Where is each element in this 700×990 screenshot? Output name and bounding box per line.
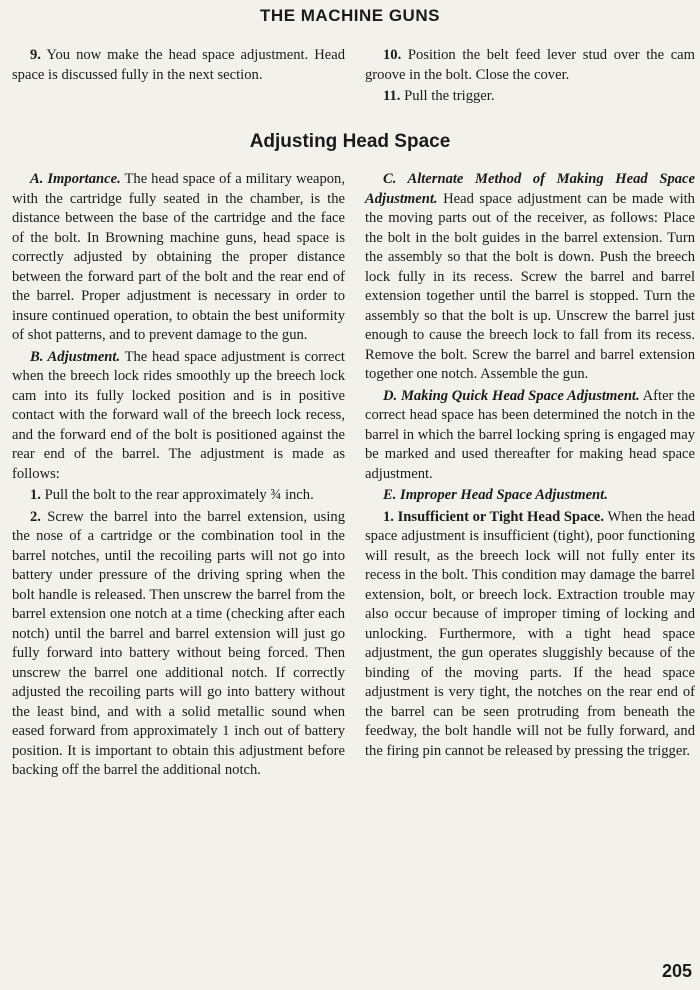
step-11 bbox=[365, 87, 695, 107]
step-10-number: 10. bbox=[383, 47, 402, 63]
paragraph-b1 bbox=[12, 486, 345, 506]
paragraph-b1-text: Pull the bolt to the rear approximately ¾ inch. bbox=[44, 487, 314, 503]
main-right-column bbox=[365, 170, 695, 761]
step-9-number: 9. bbox=[30, 47, 41, 63]
paragraph-a-label: A. Importance. bbox=[30, 171, 121, 187]
paragraph-c bbox=[365, 170, 695, 385]
step-9-text: You now make the head space adjustment. Head space is discussed fully in the next section. bbox=[12, 47, 345, 83]
paragraph-b1-number: 1. bbox=[30, 487, 41, 503]
top-left-column bbox=[12, 46, 345, 85]
paragraph-b bbox=[12, 348, 345, 485]
paragraph-b-text: The head space adjustment is correct when the breech lock rides smoothly up the breech lock cam into its fully locked position and is in positive contact with the forward wall of the breech lock recess, and the forward end of the bolt is positioned against the rear end of the barrel. The adjustment is made as follows: bbox=[12, 348, 345, 482]
paragraph-b2 bbox=[12, 508, 345, 781]
paragraph-b-label: B. Adjustment. bbox=[30, 348, 121, 365]
section-heading: Adjusting Head Space bbox=[249, 131, 451, 152]
paragraph-b2-text: Screw the barrel into the barrel extension, using the nose of a cartridge or the combination tool in the barrel notches, until the recoiling parts will not go into battery under pressure of the driving spring when the bolt handle is released. Then unscrew the barrel from the barrel extension one notch at a time (checking after each notch) until the barrel and barrel extension will just go fully forward into battery without being forced. Then unscrew the barrel one additional notch. If correctly adjusted the recoiling parts will go into battery without the least bind, and with a solid metallic sound when eased forward from approximately 1 inch out of battery position. It is important to obtain this adjustment before backing off the barrel the additional notch. bbox=[12, 508, 345, 778]
paragraph-c-text: Head space adjustment can be made with the moving parts out of the receiver, as follows: Place the bolt in the bolt guides in the barrel extension. Turn the assembly so that the bolt is down. Push the breech lock fully in its recess. Screw the barrel and barrel extension together until the barrel is stopped. Turn the assembly so that the bolt is up. Unscrew the barrel just enough to cause the breech lock to fall from its recess. Remove the bolt. Screw the barrel and barrel extension together one notch. Assemble the gun. bbox=[365, 190, 695, 382]
paragraph-c-label: C. Alternate Method of Making Head Space Adjustment. bbox=[365, 171, 695, 207]
main-left-column bbox=[12, 170, 345, 781]
step-11-number: 11. bbox=[383, 88, 401, 104]
paragraph-b2-number: 2. bbox=[30, 508, 41, 525]
paragraph-e-label: E. Improper Head Space Adjustment. bbox=[383, 487, 608, 503]
paragraph-d-text: After the correct head space has been determined the notch in the barrel in which the barrel locking spring is engaged may be marked and used thereafter for making head space adjustment. bbox=[365, 387, 695, 482]
paragraph-d bbox=[365, 387, 695, 485]
step-10-text: Position the belt feed lever stud over the cam groove in the bolt. Close the cover. bbox=[365, 47, 696, 83]
running-head: THE MACHINE GUNS bbox=[260, 6, 440, 25]
paragraph-a-text: The head space of a military weapon, with the cartridge fully seated in the chamber, is the distance between the base of the cartridge and the face of the bolt. In Browning machine guns, head space is correctly adjusted by obtaining the proper distance between the forward part of the bolt and the rear end of the barrel. Proper adjustment is necessary in order to insure continued operation, to obtain the best uniformity of shot patterns, and to prevent damage to the gun. bbox=[12, 171, 345, 343]
step-11-text: Pull the trigger. bbox=[404, 88, 495, 104]
page-number: 205 bbox=[661, 961, 692, 981]
top-right-column bbox=[365, 46, 695, 107]
paragraph-d-label: D. Making Quick Head Space Adjustment. bbox=[383, 387, 640, 404]
step-10 bbox=[365, 46, 695, 85]
paragraph-e1-label: 1. Insufficient or Tight Head Space. bbox=[383, 508, 605, 525]
paragraph-e1-text: When the head space adjustment is insufficient (tight), poor functioning will result, as the breech lock will not fully enter its recess in the bolt. This condition may damage the barrel extension, bolt, or breech lock. Extraction trouble may also occur because of improper timing of locking and unlocking. Furthermore, with a tight head space adjustment, the gun operates sluggishly because of the binding of the moving parts. If the head space adjustment is very tight, the notches on the rear end of the barrel can be seen protruding from beneath the feedway, the bolt handle will not be fully forward, and the firing pin cannot be released by pressing the trigger. bbox=[365, 508, 695, 759]
step-9 bbox=[12, 46, 345, 85]
paragraph-e bbox=[365, 486, 695, 506]
paragraph-e1 bbox=[365, 508, 695, 762]
paragraph-a bbox=[12, 170, 345, 346]
